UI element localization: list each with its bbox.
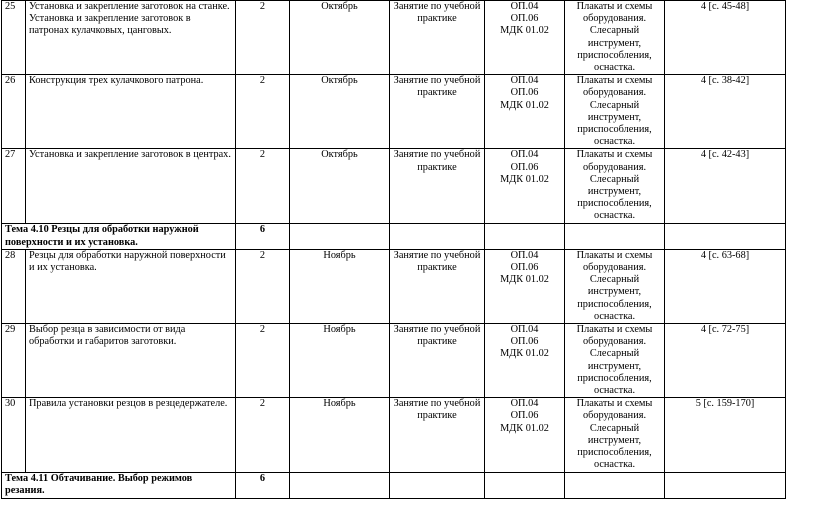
competency-code: ОП.06	[510, 13, 539, 25]
equipment-line: оснастка.	[593, 136, 636, 148]
equipment-line: Плакаты и схемы	[576, 149, 653, 161]
equipment-line: Плакаты и схемы	[576, 1, 653, 12]
equipment-list	[565, 324, 665, 398]
literature-reference: 4 [с. 38-42]	[665, 75, 786, 149]
empty-cell	[390, 472, 485, 498]
lesson-month: Ноябрь	[290, 249, 390, 323]
literature-reference: 4 [с. 45-48]	[665, 1, 786, 75]
equipment-line: оснастка.	[593, 459, 636, 471]
lesson-hours: 2	[236, 149, 290, 224]
equipment-line: оборудования.	[582, 410, 647, 422]
lesson-topic: Резцы для обработки наружной поверхности и их установка.	[26, 249, 236, 323]
equipment-line: Слесарный	[589, 348, 640, 360]
equipment-line: оборудования.	[582, 262, 647, 274]
equipment-line: Плакаты и схемы	[576, 398, 653, 410]
empty-cell	[390, 224, 485, 249]
section-title: Тема 4.10 Резцы для обработки наружной поверхности и их установка.	[2, 224, 236, 249]
competency-code: ОП.06	[510, 262, 539, 274]
lesson-type: Занятие по учебной практике	[390, 398, 485, 472]
empty-cell	[485, 224, 565, 249]
literature-reference: 4 [с. 63-68]	[665, 249, 786, 323]
competency-code: ОП.06	[510, 161, 539, 173]
table-row	[2, 149, 786, 224]
lesson-plan-table	[1, 0, 786, 499]
equipment-line: инструмент,	[587, 37, 642, 49]
table-row	[2, 75, 786, 149]
competency-code: ОП.04	[510, 1, 539, 12]
equipment-list	[565, 398, 665, 472]
competency-code: ОП.04	[510, 75, 539, 87]
lesson-number: 29	[2, 324, 26, 398]
lesson-month: Октябрь	[290, 149, 390, 224]
competency-codes	[485, 149, 565, 224]
competency-codes	[485, 249, 565, 323]
table-row	[2, 1, 786, 75]
equipment-line: Плакаты и схемы	[576, 324, 653, 336]
lesson-topic: Правила установки резцов в резцедержателе.	[26, 398, 236, 472]
lesson-number: 28	[2, 249, 26, 323]
equipment-line: приспособления,	[577, 298, 652, 310]
competency-code: ОП.06	[510, 87, 539, 99]
section-hours: 6	[236, 472, 290, 498]
table-row	[2, 249, 786, 323]
lesson-month: Ноябрь	[290, 398, 390, 472]
equipment-line: оборудования.	[582, 13, 647, 25]
equipment-line: инструмент,	[587, 111, 642, 123]
equipment-line: инструмент,	[587, 360, 642, 372]
competency-codes	[485, 1, 565, 75]
competency-code: ОП.04	[510, 398, 539, 410]
lesson-topic: Конструкция трех кулачкового патрона.	[26, 75, 236, 149]
empty-cell	[565, 224, 665, 249]
lesson-month: Октябрь	[290, 1, 390, 75]
table-body	[2, 1, 786, 499]
equipment-list	[565, 149, 665, 224]
lesson-number: 25	[2, 1, 26, 75]
equipment-line: Слесарный	[589, 99, 640, 111]
literature-reference: 5 [с. 159-170]	[665, 398, 786, 472]
lesson-type: Занятие по учебной практике	[390, 75, 485, 149]
equipment-line: оборудования.	[582, 161, 647, 173]
equipment-line: Слесарный	[589, 274, 640, 286]
lesson-topic: Выбор резца в зависимости от вида обработки и габаритов заготовки.	[26, 324, 236, 398]
empty-cell	[665, 472, 786, 498]
competency-code: ОП.04	[510, 249, 539, 261]
lesson-hours: 2	[236, 75, 290, 149]
lesson-month: Октябрь	[290, 75, 390, 149]
lesson-topic: Установка и закрепление заготовок на станке. Установка и закрепление заготовок в патронах кулачковых, цанговых.	[26, 1, 236, 75]
table-row	[2, 324, 786, 398]
equipment-line: оснастка.	[593, 62, 636, 74]
competency-code: ОП.04	[510, 324, 539, 336]
empty-cell	[485, 472, 565, 498]
lesson-type: Занятие по учебной практике	[390, 324, 485, 398]
lesson-type: Занятие по учебной практике	[390, 1, 485, 75]
lesson-hours: 2	[236, 398, 290, 472]
equipment-line: оснастка.	[593, 210, 636, 222]
equipment-line: оснастка.	[593, 385, 636, 397]
literature-reference: 4 [с. 72-75]	[665, 324, 786, 398]
equipment-line: оборудования.	[582, 87, 647, 99]
section-hours: 6	[236, 224, 290, 249]
section-row	[2, 472, 786, 498]
equipment-line: инструмент,	[587, 286, 642, 298]
competency-code: МДК 01.02	[500, 173, 549, 185]
equipment-line: приспособления,	[577, 372, 652, 384]
equipment-line: оснастка.	[593, 310, 636, 322]
lesson-type: Занятие по учебной практике	[390, 249, 485, 323]
equipment-line: Слесарный	[589, 25, 640, 37]
equipment-line: Слесарный	[589, 173, 640, 185]
lesson-number: 30	[2, 398, 26, 472]
equipment-line: приспособления,	[577, 124, 652, 136]
table-row	[2, 398, 786, 472]
equipment-line: приспособления,	[577, 198, 652, 210]
equipment-line: Плакаты и схемы	[576, 249, 653, 261]
competency-code: МДК 01.02	[500, 25, 549, 37]
equipment-line: Слесарный	[589, 422, 640, 434]
competency-code: ОП.04	[510, 149, 539, 161]
equipment-line: инструмент,	[587, 434, 642, 446]
equipment-line: оборудования.	[582, 336, 647, 348]
empty-cell	[290, 472, 390, 498]
lesson-number: 26	[2, 75, 26, 149]
equipment-line: приспособления,	[577, 447, 652, 459]
competency-code: ОП.06	[510, 410, 539, 422]
competency-codes	[485, 398, 565, 472]
competency-code: МДК 01.02	[500, 348, 549, 360]
competency-code: МДК 01.02	[500, 274, 549, 286]
lesson-topic: Установка и закрепление заготовок в центрах.	[26, 149, 236, 224]
competency-code: МДК 01.02	[500, 422, 549, 434]
lesson-hours: 2	[236, 324, 290, 398]
competency-codes	[485, 324, 565, 398]
section-row	[2, 224, 786, 249]
competency-code: ОП.06	[510, 336, 539, 348]
lesson-hours: 2	[236, 1, 290, 75]
equipment-line: инструмент,	[587, 186, 642, 198]
competency-codes	[485, 75, 565, 149]
section-title: Тема 4.11 Обтачивание. Выбор режимов резания.	[2, 472, 236, 498]
competency-code: МДК 01.02	[500, 99, 549, 111]
empty-cell	[565, 472, 665, 498]
equipment-list	[565, 75, 665, 149]
lesson-type: Занятие по учебной практике	[390, 149, 485, 224]
lesson-hours: 2	[236, 249, 290, 323]
lesson-month: Ноябрь	[290, 324, 390, 398]
equipment-list	[565, 1, 665, 75]
equipment-line: Плакаты и схемы	[576, 75, 653, 87]
empty-cell	[290, 224, 390, 249]
equipment-line: приспособления,	[577, 49, 652, 61]
literature-reference: 4 [с. 42-43]	[665, 149, 786, 224]
equipment-list	[565, 249, 665, 323]
empty-cell	[665, 224, 786, 249]
lesson-number: 27	[2, 149, 26, 224]
